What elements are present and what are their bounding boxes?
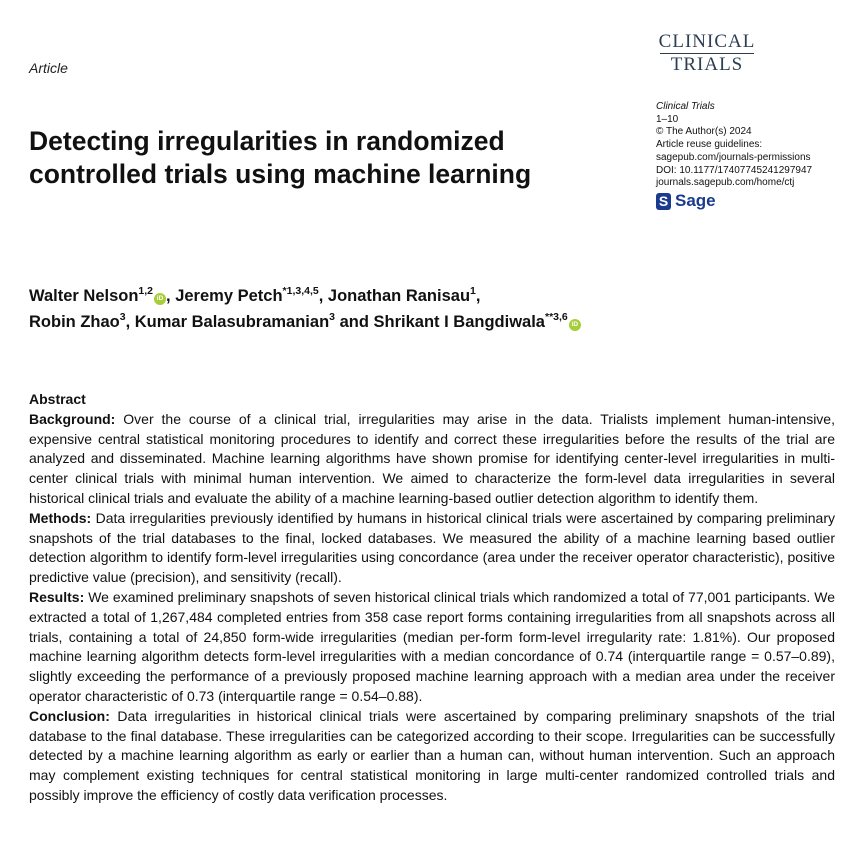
orcid-icon[interactable]: iD xyxy=(154,293,166,305)
author-affiliation: 3 xyxy=(329,311,335,323)
reuse-label: Article reuse guidelines: xyxy=(656,139,763,151)
abstract-methods xyxy=(29,509,835,588)
sage-logo-icon: S xyxy=(656,193,671,210)
copyright: © The Author(s) 2024 xyxy=(656,126,752,138)
page-range: 1–10 xyxy=(656,113,679,125)
article-meta xyxy=(656,101,856,210)
author-separator: , xyxy=(475,287,481,305)
author-affiliation: **3,6 xyxy=(544,311,568,323)
abstract xyxy=(29,390,835,806)
author-separator: , xyxy=(166,287,176,305)
background-label: Background: xyxy=(29,410,116,427)
author-affiliation: 3 xyxy=(119,311,126,323)
abstract-conclusion xyxy=(29,707,835,806)
methods-text: Data irregularities previously identified by humans in historical clinical trials were ascertained by comparing preliminary snapshots of the trial databases to the final, locked databases. We measured the ability of a machine learning based outlier detection algorithm to identify form-level irregularities using concordance (area under the receiver operator characteristic), positive predictive value (precision), and sensitivity (recall). xyxy=(29,509,836,586)
conclusion-label: Conclusion: xyxy=(29,707,110,724)
publisher-name: Sage xyxy=(675,191,716,211)
author-name: Shrikant I Bangdiwala xyxy=(373,313,545,331)
results-text: We examined preliminary snapshots of seven historical clinical trials which randomized a total of 77,001 participants. We extracted a total of 1,267,484 completed entries from 358 case report forms containing irregularities from all snapshots across all trials, containing a total of 24,850 form-wide irregularities (median per-form form-level irregularity rate: 1.81%). Our proposed machine learning algorithm detects form-level irregularities with a median concordance of 0.74 (interquartile range = 0.57–0.89), slightly exceeding the performance of a previously proposed machine learning approach with a median area under the receiver operator characteristic of 0.73 (interquartile range = 0.54–0.88). xyxy=(29,588,836,704)
journal-logo[interactable] xyxy=(654,32,760,75)
journal-logo-line2: TRIALS xyxy=(670,54,744,75)
author-name: Kumar Balasubramanian xyxy=(134,313,330,331)
article-title: Detecting irregularities in randomized controlled trials using machine learning xyxy=(29,126,532,189)
orcid-icon[interactable]: iD xyxy=(569,319,581,331)
author-list xyxy=(29,283,829,335)
author-affiliation: 1 xyxy=(470,285,476,297)
author-separator: , xyxy=(318,287,328,305)
journal-name: Clinical Trials xyxy=(656,101,715,112)
journal-home-link[interactable]: journals.sagepub.com/home/ctj xyxy=(656,177,795,189)
publisher-logo[interactable] xyxy=(656,193,856,210)
abstract-results xyxy=(29,588,835,707)
author-name: Walter Nelson xyxy=(29,287,139,305)
reuse-link[interactable]: sagepub.com/journals-permissions xyxy=(656,151,811,163)
author-name: Jeremy Petch xyxy=(175,287,283,305)
article-type-label: Article xyxy=(29,60,68,76)
doi-link[interactable]: DOI: 10.1177/17407745241297947 xyxy=(656,164,813,176)
background-text: Over the course of a clinical trial, irregularities may arise in the data. Trialists implement human-intensive, expensive central statistical monitoring procedures to identify and correct these irregularities before the results of the trial are analyzed and disseminated. Machine learning algorithms have shown promise for identifying center-level irregularities in multi-center clinical trials with minimal human intervention. We aimed to characterize the form-level data irregularities in several historical clinical trials and evaluate the ability of a machine learning-based outlier detection algorithm to identify them. xyxy=(29,410,835,506)
author-name: Robin Zhao xyxy=(29,313,120,331)
journal-logo-line1: CLINICAL xyxy=(658,31,756,52)
results-label: Results: xyxy=(29,588,85,605)
abstract-background xyxy=(29,410,835,509)
author-separator: and xyxy=(335,313,374,331)
conclusion-text: Data irregularities in historical clinical trials were ascertained by comparing preliminary snapshots of the trial database to the final database. These irregularities can be categorized according to their scope. Irregularities can be successfully detected by a machine learning algorithm as early or earlier than a human can, without human intervention. Such an approach may complement existing techniques for central statistical monitoring in large multi-center randomized controlled trials and possibly improve the efficiency of costly data verification processes. xyxy=(29,707,835,803)
methods-label: Methods: xyxy=(29,509,92,526)
author-name: Jonathan Ranisau xyxy=(327,287,471,305)
author-affiliation: *1,3,4,5 xyxy=(282,285,319,297)
author-affiliation: 1,2 xyxy=(138,285,154,297)
author-separator: , xyxy=(125,313,135,331)
abstract-heading: Abstract xyxy=(29,391,86,407)
